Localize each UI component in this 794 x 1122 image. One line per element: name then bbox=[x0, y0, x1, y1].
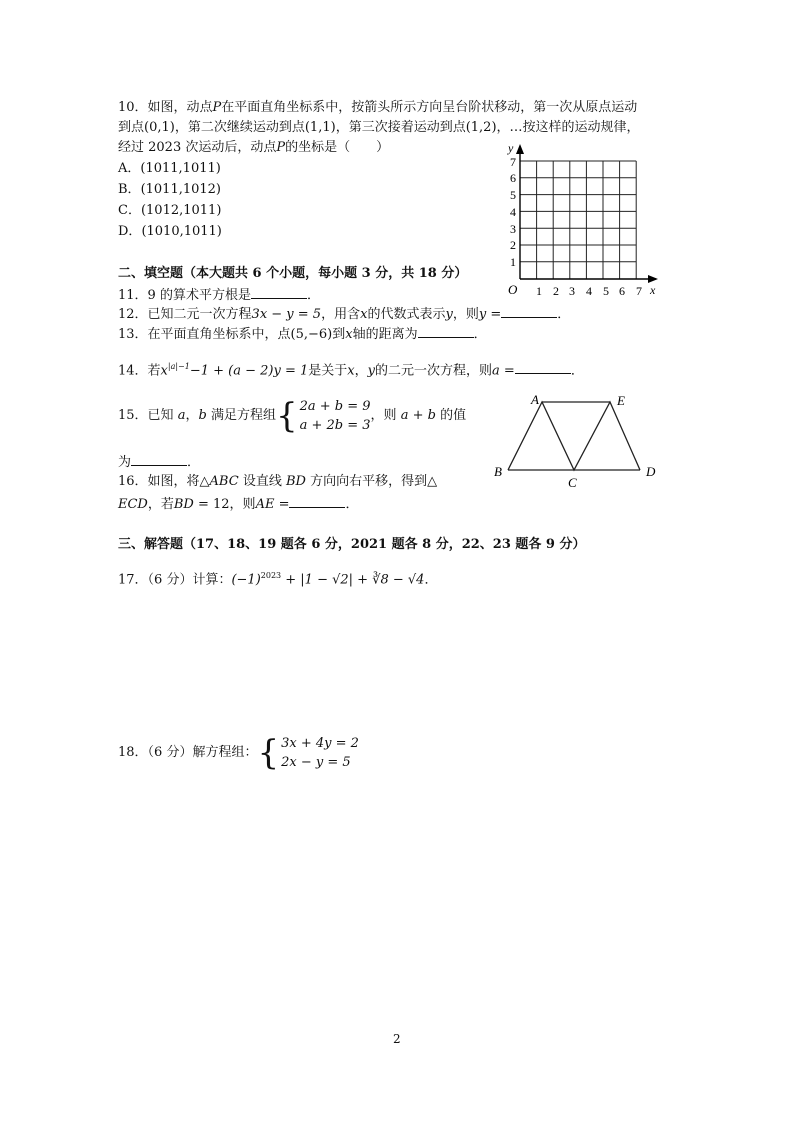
x-tick: 2 bbox=[553, 284, 559, 298]
y-tick: 5 bbox=[510, 188, 516, 202]
x-axis-arrow-icon bbox=[648, 275, 658, 283]
section2-title: 二、填空题（本大题共 6 个小题，每小题 3 分，共 18 分） bbox=[118, 266, 468, 281]
x-tick: 3 bbox=[569, 284, 575, 298]
y-axis-label: y bbox=[508, 141, 514, 155]
equation-system: { 2a + b = 9 a + 2b = 3 bbox=[275, 395, 371, 436]
y-axis-arrow-icon bbox=[516, 144, 524, 154]
q10-option-d: D．(1010,1011) bbox=[118, 224, 222, 239]
y-tick: 7 bbox=[510, 155, 516, 169]
vertex-b-label: B bbox=[494, 464, 502, 479]
x-tick: 4 bbox=[586, 284, 592, 298]
origin-label: O bbox=[508, 282, 518, 297]
y-tick: 4 bbox=[510, 205, 516, 219]
x-tick: 6 bbox=[619, 284, 625, 298]
q14: 14．若$x^{|a|-1}-1 + (a - 2)y = 1$是关于x，y的二元一次方程，则a = ． bbox=[118, 362, 584, 379]
translation-triangle-figure bbox=[488, 390, 668, 490]
vertex-a-label: A bbox=[531, 392, 539, 407]
q10-option-b: B．(1011,1012) bbox=[118, 182, 222, 197]
y-tick: 6 bbox=[510, 171, 516, 185]
answer-blank bbox=[418, 325, 474, 338]
q15-line1: 15．已知 a，b 满足方程组 { 2a + b = 9 a + 2b = 3 ，则 a + b 的值 bbox=[118, 395, 467, 436]
x-axis-label: x bbox=[650, 283, 656, 297]
q11: 11．9 的算术平方根是 ． bbox=[118, 288, 320, 303]
section3-title: 三、解答题（17、18、19 题各 6 分，2021 题各 8 分，22、23 题各 9 分） bbox=[118, 537, 586, 552]
answer-blank bbox=[501, 305, 557, 318]
answer-blank bbox=[251, 286, 307, 299]
grid-lines bbox=[520, 161, 636, 279]
x-tick: 5 bbox=[603, 284, 609, 298]
vertex-e-label: E bbox=[617, 393, 625, 408]
x-tick: 7 bbox=[636, 284, 642, 298]
answer-blank bbox=[515, 361, 571, 374]
answer-blank bbox=[289, 495, 345, 508]
x-tick: 1 bbox=[536, 284, 542, 298]
q17: 17．（6 分）计算：$(-1)^{2023} + |1 - √2|$ + ∛8 − √4． bbox=[118, 571, 438, 588]
vertex-d-label: D bbox=[646, 464, 656, 479]
q13: 13．在平面直角坐标系中，点(5,−6)到x轴的距离为 ． bbox=[118, 327, 487, 342]
q10-line2: 到点(0,1)，第二次继续运动到点(1,1)，第三次接着运动到点(1,2)，…按这样的运动规律， bbox=[118, 120, 640, 135]
q18: 18．（6 分）解方程组： { 3x + 4y = 2 2x − y = 5 bbox=[118, 732, 359, 773]
answer-blank bbox=[131, 453, 187, 466]
equation-system: { 3x + 4y = 2 2x − y = 5 bbox=[257, 732, 359, 773]
coordinate-grid-figure bbox=[498, 140, 668, 300]
x-tick-labels bbox=[536, 284, 642, 298]
axes bbox=[520, 148, 656, 279]
y-tick-labels bbox=[510, 155, 516, 269]
q10-option-a: A．(1011,1011) bbox=[118, 161, 221, 176]
y-tick: 1 bbox=[510, 255, 516, 269]
page-number: 2 bbox=[393, 1032, 401, 1046]
q12: 12．已知二元一次方程3x − y = 5，用含x的代数式表示y，则y = ． bbox=[118, 307, 571, 322]
zigzag-sides bbox=[508, 402, 640, 470]
q16-line1: 16．如图，将△ABC 设直线 BD 方向向右平移，得到△ bbox=[118, 474, 438, 489]
q10-line1: 10．如图，动点P在平面直角坐标系中，按箭头所示方向呈台阶状移动，第一次从原点运动 bbox=[118, 100, 638, 115]
y-tick: 3 bbox=[510, 222, 516, 236]
q16-line2: ECD，若BD = 12，则AE = ． bbox=[118, 497, 359, 512]
y-tick: 2 bbox=[510, 238, 516, 252]
q15-line2: 为 ． bbox=[118, 455, 201, 470]
vertex-c-label: C bbox=[568, 475, 577, 490]
q10-line3: 经过 2023 次运动后，动点P的坐标是（ ） bbox=[118, 140, 390, 155]
q10-option-c: C．(1012,1011) bbox=[118, 203, 222, 218]
